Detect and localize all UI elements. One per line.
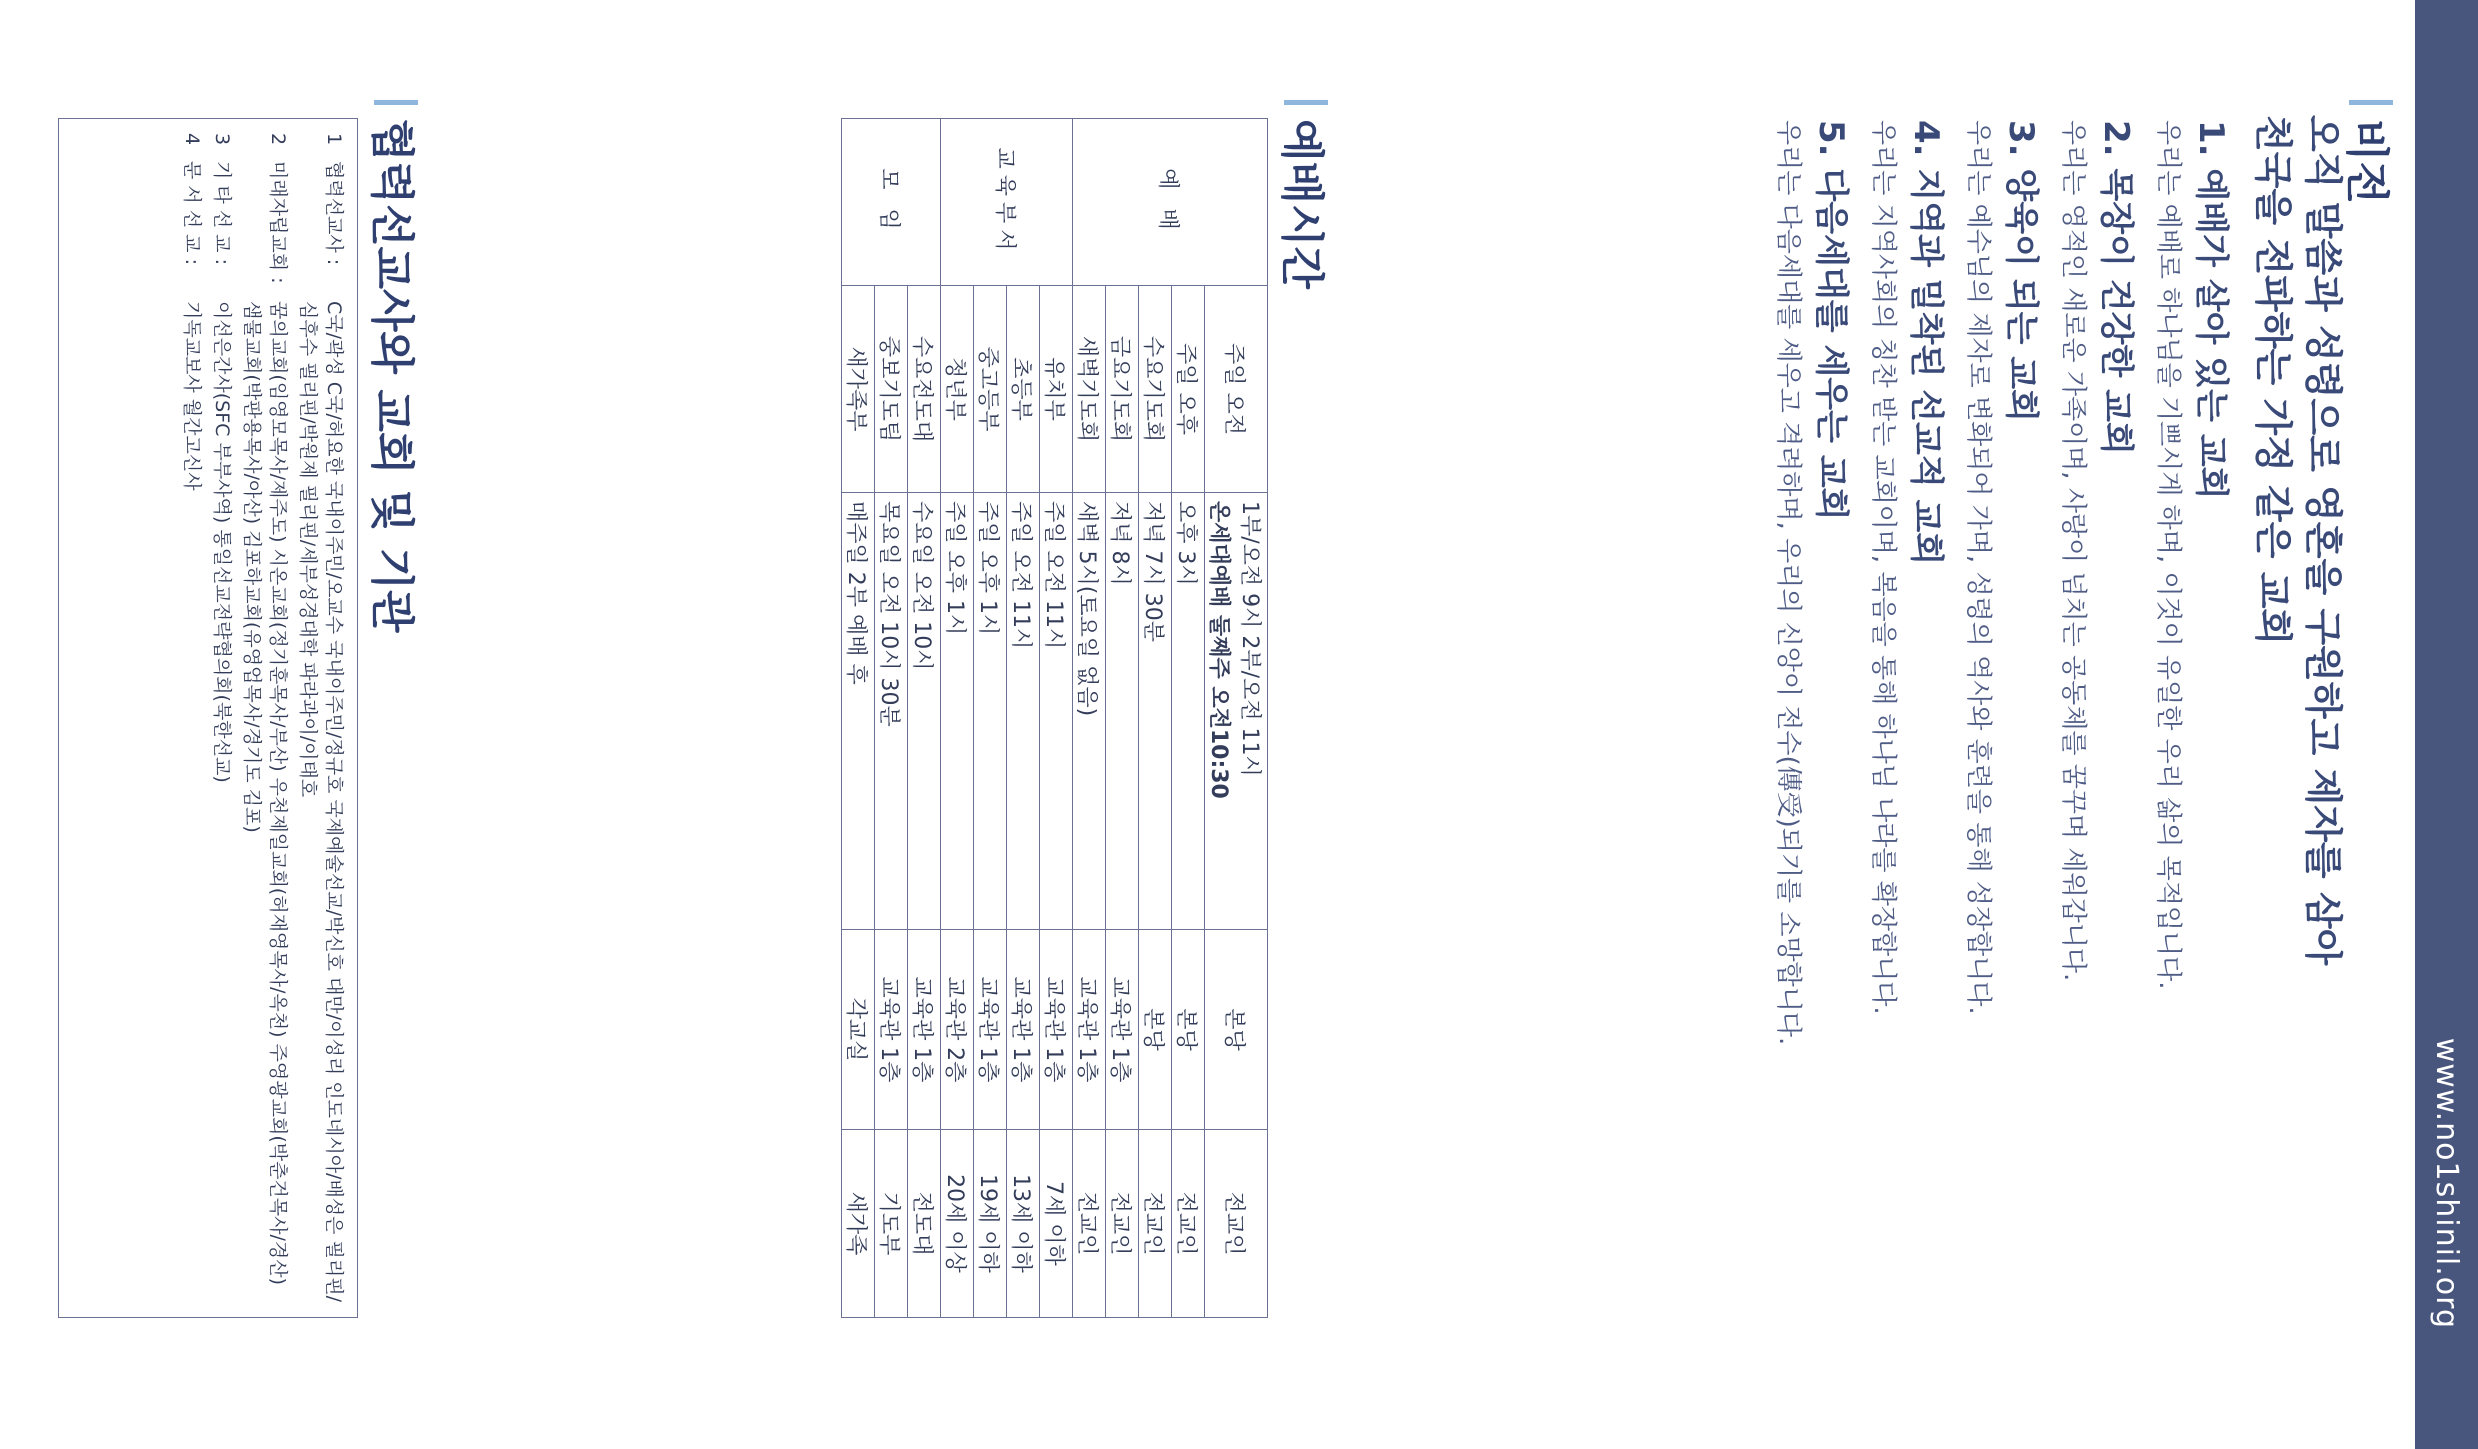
vision-headline-line-2: 천국을 전파하는 가정 같은 교회 [2251,115,2295,646]
row-time: 오후 3시 [1172,493,1205,930]
vision-item-title: 1. 예배가 살아 있는 교회 [2191,120,2231,500]
list-item [209,133,235,1303]
row-time: 주일 오전 11시 [1040,493,1073,930]
vision-item-desc: 우리는 지역사회의 칭찬 받는 교회이며, 복음을 통해 하나님 나라를 확장합니다. [1868,120,1898,1015]
schedule-heading-text: 예배시간 [1276,119,1327,290]
row-name: 유치부 [1040,286,1073,493]
row-place: 본당 [1205,930,1268,1130]
row-target: 전교인 [1172,1129,1205,1317]
row-name: 중보기도팀 [875,286,908,493]
vision-item-title: 4. 지역과 밀착된 선교적 교회 [1906,120,1946,566]
item-label: 협력선교사 : [323,161,345,266]
partners-list [58,118,358,1318]
table-row [1172,119,1205,1318]
row-place: 본당 [1139,930,1172,1130]
row-place: 교육관 1층 [1106,930,1139,1130]
list-item [239,133,291,1303]
table-row [1139,119,1172,1318]
row-time: 수요일 오전 10시 [908,493,941,930]
group-worship: 예 배 [1073,119,1268,286]
row-time: 저녁 7시 30분 [1139,493,1172,930]
row-time: 저녁 8시 [1106,493,1139,930]
item-desc: C국/곽성 C국/허요한 국내이주민/오교수 국내이주민/정규호 국제예술선교/박신호 대만/이성리 인도네시아/배성은 필리핀/심후수 필리핀/박원제 필리핀/세부성경대학 파라과이/이태호 [297,301,345,1303]
schedule-heading [1274,100,1338,289]
vision-item [1866,120,1948,1380]
row-place: 교육관 1층 [908,930,941,1130]
row-target: 전교인 [1205,1129,1268,1317]
vision-item-title: 3. 양육이 되는 교회 [2001,120,2041,422]
row-name: 새벽기도회 [1073,286,1106,493]
row-time: 매주일 2부 예배 후 [842,493,875,930]
url-sidebar [2415,0,2478,1449]
row-time-main: 1부/오전 9시 2부/오전 11시 [1237,501,1262,777]
row-name: 수요전도대 [908,286,941,493]
vision-heading [2339,100,2403,204]
row-name: 주일 오전 [1205,286,1268,493]
row-target: 기도부 [875,1129,908,1317]
vision-item-desc: 우리는 예수님의 제자로 변화되어 가며, 성령의 역사와 훈련을 통해 성장합니다. [1963,120,1993,1015]
table-row [908,119,941,1318]
item-label: 미래자립교회 : [267,161,289,284]
vision-headline-line-1: 오직 말씀과 성령으로 영혼을 구원하고 제자를 삼아 [2301,115,2345,966]
row-name: 금요기도회 [1106,286,1139,493]
partners-heading [364,100,428,633]
row-target: 새가족 [842,1129,875,1317]
row-name: 청년부 [941,286,974,493]
vision-item-title: 2. 목장이 건강한 교회 [2096,120,2136,455]
item-desc: 이선은간사(SFC 부부사역) 통일선교전략협의회(북한선교) [211,301,233,783]
row-target: 7세 이하 [1040,1129,1073,1317]
row-time [1205,493,1268,930]
vision-headline [2248,115,2348,965]
row-time: 주일 오후 1시 [941,493,974,930]
list-item [295,133,347,1303]
list-item [179,133,205,1303]
row-place: 교육관 1층 [1040,930,1073,1130]
heading-accent-bar [2349,100,2393,105]
group-meet: 모 임 [842,119,941,286]
row-name: 새가족부 [842,286,875,493]
item-desc: 기독교보사 월간고신사 [181,301,203,491]
website-url[interactable]: www.no1shinil.org [2429,1037,2464,1329]
item-number: 1 [323,133,345,146]
item-desc: 꿈의교회(임영모목사/제주도) 시온교회(정기훈목사/부산) 우천제일교회(허재영목사/옥천) 주영광교회(박춘건목사/경산) 샘물교회(박판용목사/아산) 김포하교회(유영업목사/경기도 김포) [241,301,289,1286]
vision-item [1771,120,1853,1380]
row-target: 전교인 [1106,1129,1139,1317]
table-row [875,119,908,1318]
row-place: 본당 [1172,930,1205,1130]
vision-item-desc: 우리는 영적인 새로운 가족이며, 사랑이 넘치는 공동체를 꿈꾸며 세워갑니다. [2058,120,2088,982]
row-name: 중고등부 [974,286,1007,493]
item-number: 3 [211,133,233,146]
row-place: 교육관 1층 [1007,930,1040,1130]
table-row [1106,119,1139,1318]
row-target: 19세 이하 [974,1129,1007,1317]
vision-item [1961,120,2043,1380]
row-name: 초등부 [1007,286,1040,493]
vision-heading-text: 비전 [2341,119,2392,205]
vision-item-desc: 우리는 예배로 하나님을 기쁘시게 하며, 이것이 유일한 우리 삶의 목적입니다. [2153,120,2183,990]
row-place: 각교실 [842,930,875,1130]
row-place: 교육관 1층 [875,930,908,1130]
item-number: 4 [181,133,203,146]
partners-heading-text: 협력선교사와 교회 및 기관 [366,119,417,633]
row-target: 전교인 [1073,1129,1106,1317]
vision-item [2151,120,2233,1380]
row-place: 교육관 2층 [941,930,974,1130]
worship-schedule-table [841,118,1268,1318]
row-target: 20세 이상 [941,1129,974,1317]
table-row [1007,119,1040,1318]
row-time-special: 온세대예배 둘째주 오전10:30 [1206,501,1231,799]
vision-item [2056,120,2138,1380]
row-name: 주일 오후 [1172,286,1205,493]
row-time: 목요일 오전 10시 30분 [875,493,908,930]
heading-accent-bar [1284,100,1328,105]
row-place: 교육관 1층 [974,930,1007,1130]
table-row [941,119,974,1318]
row-target: 전도대 [908,1129,941,1317]
item-label: 문 서 선 교 : [181,161,203,265]
row-time: 주일 오후 1시 [974,493,1007,930]
group-edu: 교육부서 [941,119,1073,286]
vision-item-desc: 우리는 다음세대를 세우고 격려하며, 우리의 신앙이 전수(傳受)되기를 소망합니다. [1773,120,1803,1046]
table-row [1040,119,1073,1318]
row-target: 13세 이하 [1007,1129,1040,1317]
row-time: 주일 오전 11시 [1007,493,1040,930]
table-row [1205,119,1268,1318]
row-target: 전교인 [1139,1129,1172,1317]
item-number: 2 [267,133,289,146]
table-row [842,119,875,1318]
row-name: 수요기도회 [1139,286,1172,493]
vision-item-title: 5. 다음세대를 세우는 교회 [1811,120,1851,521]
row-place: 교육관 1층 [1073,930,1106,1130]
table-row [974,119,1007,1318]
heading-accent-bar [374,100,418,105]
table-row [1073,119,1106,1318]
row-time: 새벽 5시(토요일 없음) [1073,493,1106,930]
item-label: 기 타 선 교 : [211,161,233,265]
